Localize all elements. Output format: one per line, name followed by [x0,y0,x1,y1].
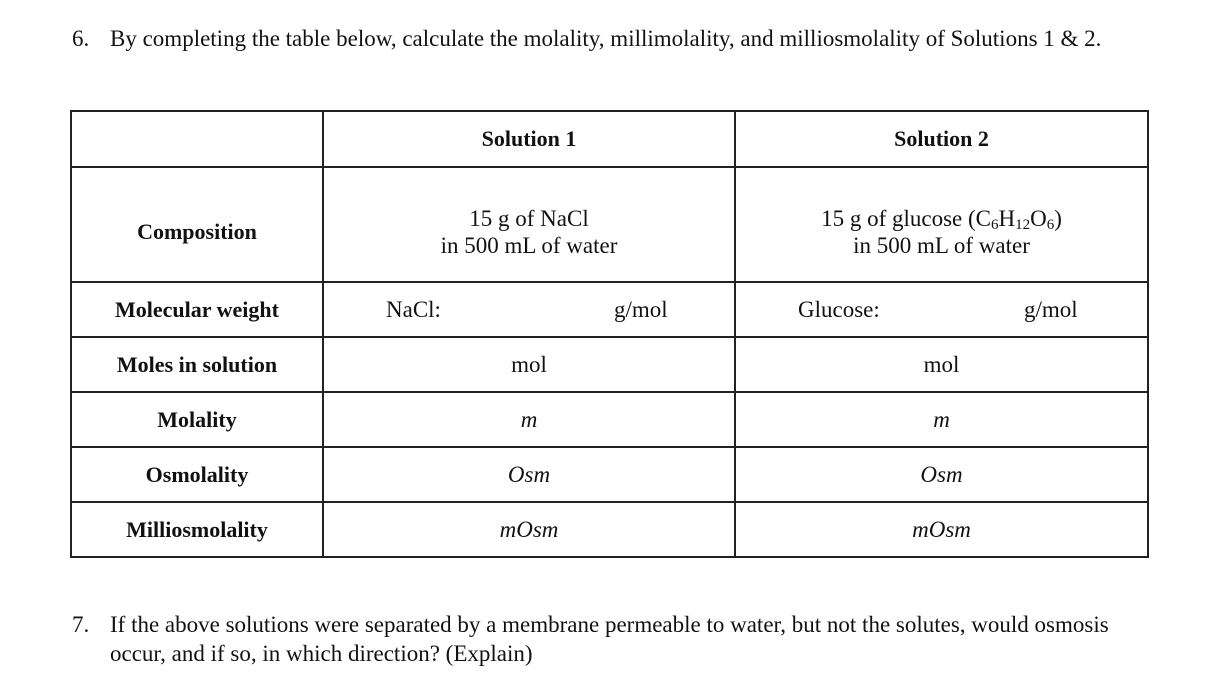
header-solution-1: Solution 1 [323,111,735,167]
header-blank-cell [71,111,323,167]
moles-row [71,337,1148,392]
solution-1-moles[interactable]: mol [323,337,735,392]
question-number: 7. [72,612,90,637]
header-row [71,111,1148,167]
osmolality-row [71,447,1148,502]
solution-2-molality[interactable]: m [735,392,1148,447]
solution-1-compound-name: NaCl: [386,296,441,322]
solution-2-composition-line-1: 15 g of glucose $(C_6H_{12}O_6)$ [821,205,1062,233]
question-text: By completing the table below, calculate the molality, millimolality, and milliosmolality of Solutions 1 & 2. [110,26,1102,51]
molecular-weight-row [71,282,1148,337]
header-solution-2: Solution 2 [735,111,1148,167]
question-text: If the above solutions were separated by a membrane permeable to water, but not the solutes, would osmosis occur, and if so, in which direction? (Explain) [110,612,1109,666]
question-number: 6. [72,26,90,51]
solution-1-mw-unit: g/mol [614,296,668,322]
solution-1-composition [323,167,735,282]
solution-2-moles[interactable]: mol [735,337,1148,392]
worksheet-table [70,110,1149,558]
solution-2-molecular-weight[interactable] [735,282,1148,337]
solution-2-osmolality[interactable]: Osm [735,447,1148,502]
row-label-moles: Moles in solution [71,337,323,392]
solution-2-milliosmolality[interactable]: mOsm [735,502,1148,557]
solution-2-compound-name: Glucose: [798,296,880,322]
composition-row [71,167,1148,282]
solution-1-composition-line-2: in 500 mL of water [440,232,618,258]
molality-row [71,392,1148,447]
milliosmolality-row [71,502,1148,557]
solution-2-mw-unit: g/mol [1024,296,1078,322]
solution-1-osmolality[interactable]: Osm [323,447,735,502]
solution-2-composition-line-2: in 500 mL of water [853,232,1030,258]
solution-1-milliosmolality[interactable]: mOsm [323,502,735,557]
solution-1-molecular-weight[interactable] [323,282,735,337]
solution-1-composition-line-1: 15 g of NaCl [469,205,589,231]
solution-1-molality[interactable]: m [323,392,735,447]
row-label-composition: Composition [71,167,323,282]
row-label-osmolality: Osmolality [71,447,323,502]
solution-2-composition [735,167,1148,282]
row-label-molality: Molality [71,392,323,447]
row-label-molecular-weight: Molecular weight [71,282,323,337]
row-label-milliosmolality: Milliosmolality [71,502,323,557]
